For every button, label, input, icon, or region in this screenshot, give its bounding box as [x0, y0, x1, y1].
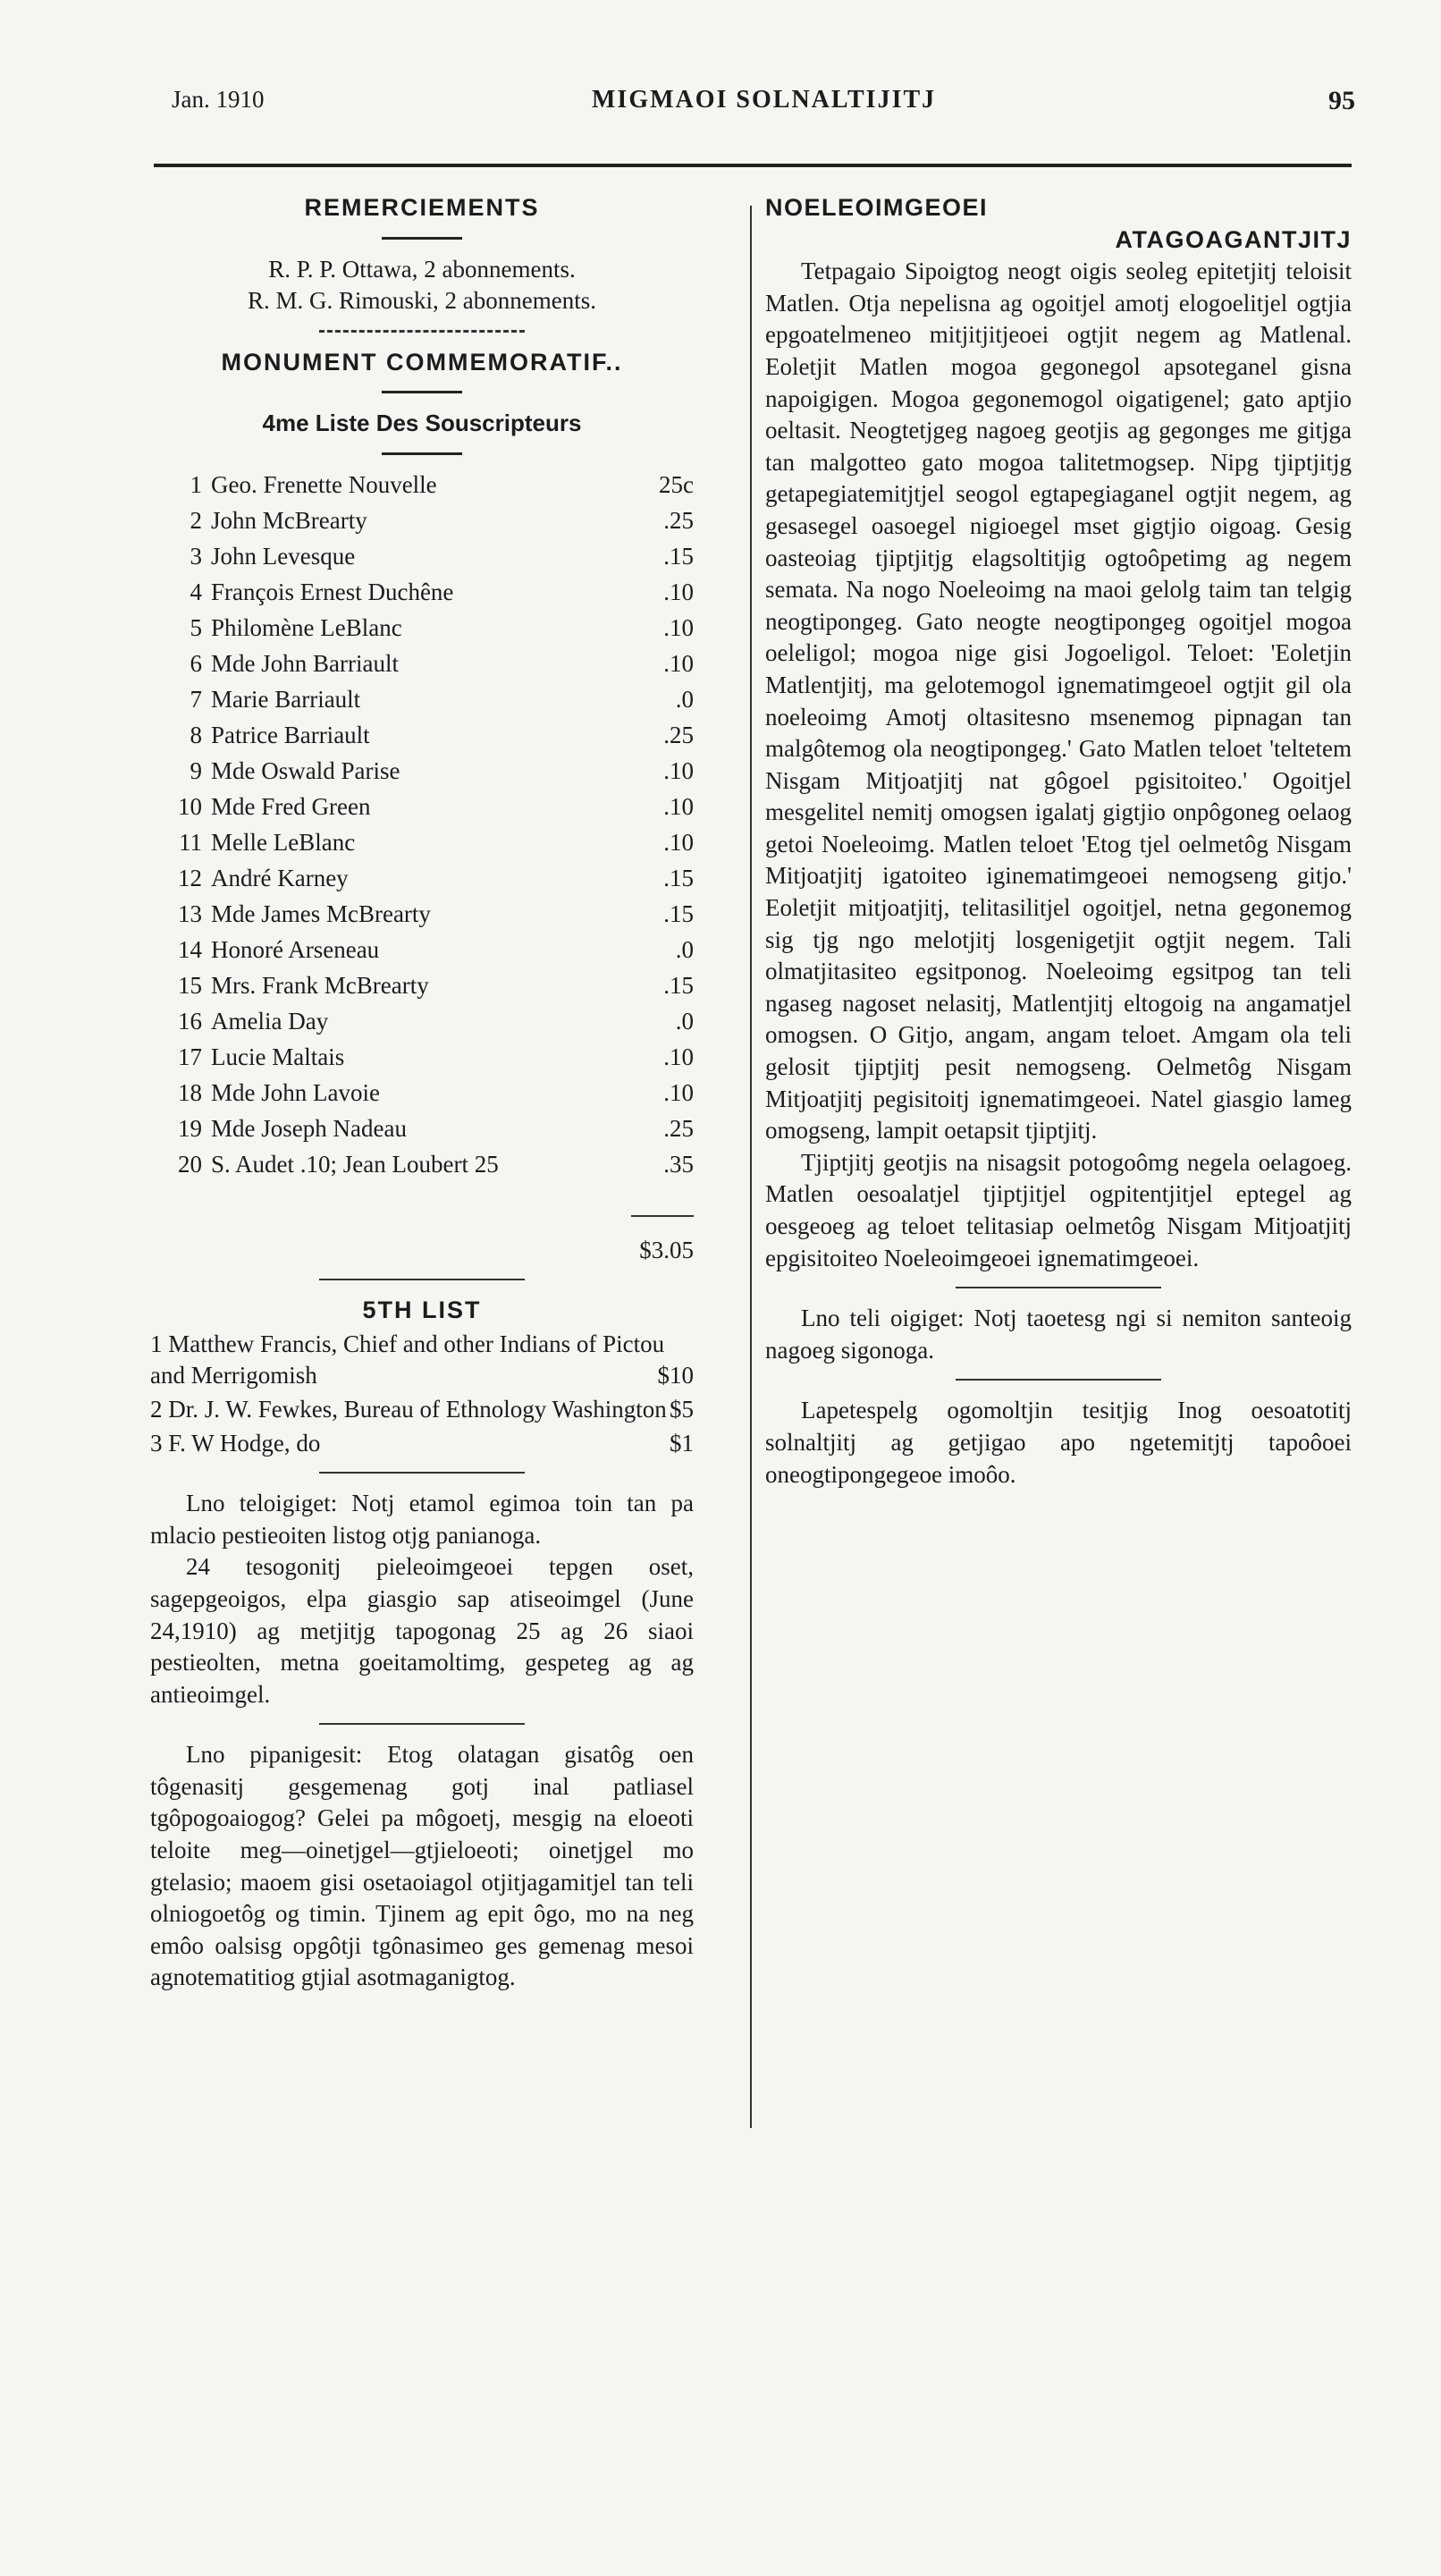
- subscriber-amount: .10: [663, 828, 694, 856]
- subscriber-row: [150, 791, 694, 827]
- section-rule: [319, 1723, 525, 1725]
- subscribers-total: $3.05: [639, 1236, 694, 1263]
- subscriber-row: [150, 505, 694, 541]
- subscriber-row: [150, 1149, 694, 1185]
- subscriber-amount: .25: [663, 721, 694, 748]
- monument-subheading: 4me Liste Des Souscripteurs: [262, 410, 582, 437]
- subscriber-amount: .15: [663, 864, 694, 891]
- remerciement-line: R. P. P. Ottawa, 2 abonnements.: [268, 255, 576, 283]
- left-paragraph: Lno pipanigesit: Etog olatagan gisatôg oen tôgenasitj gesgemenag gotj inal patliasel tgôpogoaiogog? Gelei pa môgoetj, mesgig na eloeoti teloite meg—oinetjgel—gtjieloeoti; oinetjgel mo gtelasio; maoem gisi osetaoiagol otjitjagamitjel tan teli olniogoetôg og timin. Tjinem ag epit ôgo, mo na neg emôo oalsisg opgôtji tgônasimeo ges gemenag mesoi agnotematitiog gtjial asotmaganigtog.: [150, 1741, 694, 1991]
- subscriber-number: 2: [190, 506, 202, 534]
- subscriber-row: [150, 1077, 694, 1113]
- fifth-list-entry-text: 2 Dr. J. W. Fewkes, Bureau of Ethnology Washington: [150, 1395, 667, 1423]
- subscriber-name: Honoré Arseneau: [211, 935, 380, 963]
- subscriber-name: Melle LeBlanc: [211, 828, 356, 856]
- subscriber-amount: .25: [663, 506, 694, 534]
- subscriber-amount: .10: [663, 649, 694, 677]
- fifth-list-entry-amount: $5: [670, 1395, 694, 1423]
- right-column: [765, 192, 1352, 1491]
- section-rule: [956, 1287, 1161, 1288]
- header-date: Jan. 1910: [172, 86, 265, 113]
- subscriber-name: Philomène LeBlanc: [211, 613, 402, 641]
- header-page-number: 95: [1328, 86, 1355, 115]
- subscriber-number: 5: [190, 613, 202, 641]
- subscriber-number: 19: [178, 1114, 202, 1142]
- subscriber-name: Amelia Day: [211, 1007, 329, 1035]
- fifth-list-heading: 5TH LIST: [362, 1296, 482, 1324]
- right-paragraph: Lno teli oigiget: Notj taoetesg ngi si nemiton santeoig nagoeg sigonoga.: [765, 1305, 1352, 1364]
- column-divider: [750, 206, 752, 2128]
- subscriber-row: [150, 577, 694, 612]
- section-rule: [382, 391, 462, 393]
- section-rule: [319, 330, 525, 333]
- subscriber-name: Mde Joseph Nadeau: [211, 1114, 407, 1142]
- subscriber-number: 20: [178, 1150, 202, 1178]
- subscriber-number: 6: [190, 649, 202, 677]
- subscribers-total-rule: [150, 1190, 694, 1226]
- subscriber-number: 11: [179, 828, 202, 856]
- subscriber-amount: .0: [675, 685, 694, 713]
- fifth-list-entry-text: 1 Matthew Francis, Chief and other Indians of Pictou and Merrigomish: [150, 1330, 665, 1389]
- right-heading-line2: ATAGOAGANTJITJ: [1115, 225, 1352, 253]
- subscriber-amount: 25c: [659, 470, 694, 498]
- subscriber-row: [150, 469, 694, 505]
- subscriber-row: [150, 863, 694, 899]
- section-rule: [956, 1379, 1161, 1381]
- subscriber-number: 18: [178, 1078, 202, 1106]
- subscriber-name: S. Audet .10; Jean Loubert 25: [211, 1150, 499, 1178]
- subscriber-row: [150, 1006, 694, 1042]
- right-heading-line1: NOELEOIMGEOEI: [765, 194, 989, 221]
- subscriber-name: John McBrearty: [211, 506, 367, 534]
- subscriber-name: André Karney: [211, 864, 349, 891]
- subscriber-amount: .10: [663, 792, 694, 820]
- subscriber-number: 12: [178, 864, 202, 891]
- remerciement-line: R. M. G. Rimouski, 2 abonnements.: [248, 287, 596, 315]
- subscriber-number: 14: [178, 935, 202, 963]
- subscriber-name: François Ernest Duchêne: [211, 578, 454, 605]
- subscriber-row: [150, 970, 694, 1006]
- subscriber-name: Geo. Frenette Nouvelle: [211, 470, 437, 498]
- fifth-list-entry-amount: $1: [670, 1429, 694, 1457]
- subscriber-number: 7: [190, 685, 202, 713]
- section-rule: [382, 452, 462, 455]
- right-paragraph: Lapetespelg ogomoltjin tesitjig Inog oesoatotitj solnaltjitj ag getjigao apo ngetemitjtj tapoôoei oneogtipongegeoe imoôo.: [765, 1397, 1352, 1488]
- subscriber-number: 8: [190, 721, 202, 748]
- right-paragraph: Tetpagaio Sipoigtog neogt oigis seoleg epitetjitj teloisit Matlen. Otja nepelisna ag ogoitjel amotj elogoelitjel ogtjia epgoatelmeneo mitjitjitjeoei ogtjit negem ag Matlenal. Eoletjit Matlen mogoa gegonegol apsoteganel gisna napoigigen. Mogoa gegonemogol oigatigenel; gato aptjio oeltasit. Neogtetjgeg nagoeg geotjis ag gegonges me gitjga tan malgotteo gato mogoa talitetmogsep. Nipg tjiptjitjg getapegiatemitjtjel seogol egtapegiaganel ogtjit negem, ag gesasegel oasoegel nigioegel mset gigtjio oigoag. Gesig oasteoiag tjiptjitjg elagsoltitjig ogtoôpetimg ag negem semata. Na nogo Noeleoimg na maoi gelolg taim tan telgig neogtipongeg. Gato neogte neogtipongeg ogoitjel mogoa oeleligol; mogoa nige gisi Jogoeligol. Teloet: 'Eoletjin Matlentjitj, ma gelotemogol ignematimgeoel ogtjit gil ola noeleoimg Amotj oltasitesno msenemog pipnagan tan malgôtemog ola neogtipongeg.' Gato Matlen teloet 'teltetem Nisgam Mitjoatjitj nat gôgoel pgisitoiteo.' Ogoitjel mesgelitel nemitj omogsen igalatj gigtjio onpôgoneg oelaog getoi Noeleoimg. Matlen teloet 'Etog tjel oelmetôg Nisgam Mitjoatjitj igatoiteo iginematimgeoei nemogseng gitjo.' Eoletjit mitjoatjitj, telitasilitjel ogoitjel, netna gegonemog sig tjg ngo melotjitj losgenigetjit ogtjit negem. Tali olmatjitasiteo egsitponog. Noeleoimg egsitpog tan teli ngaseg nagoset nelasitj, Matlentjitj eltogoig na angamatjel omogsen. O Gitjo, angam, angam teloet. Amgam ola teli gelosit tjiptjitj pesit nemogseng. Oelmetôg Nisgam Mitjoatjitj pegisitoitj ignematimgeoei. Natel giasgio lameg omogseng, lampit oetapsit tjiptjitj.: [765, 258, 1352, 1144]
- header-title: MIGMAOI SOLNALTIJITJ: [592, 86, 937, 114]
- subscriber-row: [150, 1042, 694, 1077]
- subscriber-name: Mde Fred Green: [211, 792, 371, 820]
- subscriber-name: Mde Oswald Parise: [211, 756, 400, 784]
- subscriber-amount: .0: [675, 1007, 694, 1035]
- subscriber-name: Mde James McBrearty: [211, 899, 431, 927]
- section-rule: [319, 1472, 525, 1474]
- remerciements-heading: REMERCIEMENTS: [304, 194, 540, 221]
- subscriber-amount: .10: [663, 578, 694, 605]
- subscriber-row: [150, 684, 694, 720]
- fifth-list-entry-text: 3 F. W Hodge, do: [150, 1429, 321, 1457]
- subscriber-row: [150, 720, 694, 756]
- subscriber-amount: .15: [663, 542, 694, 570]
- subscriber-name: Mrs. Frank McBrearty: [211, 971, 429, 999]
- subscriber-amount: .35: [663, 1150, 694, 1178]
- left-column: [150, 192, 694, 1994]
- subscriber-row: [150, 934, 694, 970]
- subscriber-amount: .10: [663, 756, 694, 784]
- subscriber-number: 13: [178, 899, 202, 927]
- subscriber-row: [150, 612, 694, 648]
- page-header: [154, 86, 1355, 122]
- subscriber-number: 10: [178, 792, 202, 820]
- subscriber-amount: .0: [675, 935, 694, 963]
- left-paragraph: 24 tesogonitj pieleoimgeoei tepgen oset, sagepgeoigos, elpa giasgio sap atiseoimgel (June 24,1910) ag metjitjg tapogonag 25 ag 26 siaoi pestieolten, metna goeitamoltimg, gespeteg ag ag antieoimgel.: [150, 1553, 694, 1708]
- subscriber-amount: .15: [663, 899, 694, 927]
- left-paragraph: Lno teloigiget: Notj etamol egimoa toin tan pa mlacio pestieoiten listog otjg panianoga.: [150, 1490, 694, 1549]
- fifth-list-entry: [150, 1428, 694, 1460]
- subscriber-number: 3: [190, 542, 202, 570]
- subscriber-amount: .10: [663, 1043, 694, 1070]
- subscriber-name: Lucie Maltais: [211, 1043, 345, 1070]
- subscriber-name: Mde John Lavoie: [211, 1078, 380, 1106]
- subscriber-number: 15: [178, 971, 202, 999]
- subscriber-number: 4: [190, 578, 202, 605]
- subscriber-amount: .25: [663, 1114, 694, 1142]
- subscriber-row: [150, 1113, 694, 1149]
- subscriber-amount: .15: [663, 971, 694, 999]
- subscriber-number: 17: [178, 1043, 202, 1070]
- subscriber-row: [150, 756, 694, 791]
- subscriber-row: [150, 827, 694, 863]
- subscriber-amount: .10: [663, 1078, 694, 1106]
- subscribers-list: [150, 469, 694, 1185]
- monument-heading: MONUMENT COMMEMORATIF..: [221, 348, 623, 376]
- subscriber-row: [150, 541, 694, 577]
- subscriber-number: 9: [190, 756, 202, 784]
- subscriber-name: John Levesque: [211, 542, 356, 570]
- subscriber-name: Marie Barriault: [211, 685, 361, 713]
- fifth-list-entry: [150, 1394, 694, 1426]
- section-rule: [382, 237, 462, 240]
- right-paragraph: Tjiptjitj geotjis na nisagsit potogoômg negela oelagoeg. Matlen oesoalatjel tjiptjitjel ogpitentjitjel eptegel ag oesgeoeg ag teloet telitasiap oelmetôg Nisgam Mitjoatjitj epgisitoiteo Noeleoimgeoei ignematimgeoei.: [765, 1148, 1352, 1271]
- subscriber-name: Patrice Barriault: [211, 721, 370, 748]
- fifth-list-entry: [150, 1329, 694, 1392]
- subscriber-amount: .10: [663, 613, 694, 641]
- subscriber-number: 16: [178, 1007, 202, 1035]
- fifth-list-entry-amount: $10: [657, 1362, 694, 1389]
- subscriber-number: 1: [190, 470, 202, 498]
- subscriber-row: [150, 899, 694, 934]
- subscriber-row: [150, 648, 694, 684]
- header-rule: [154, 164, 1352, 167]
- subscriber-name: Mde John Barriault: [211, 649, 399, 677]
- section-rule: [319, 1279, 525, 1280]
